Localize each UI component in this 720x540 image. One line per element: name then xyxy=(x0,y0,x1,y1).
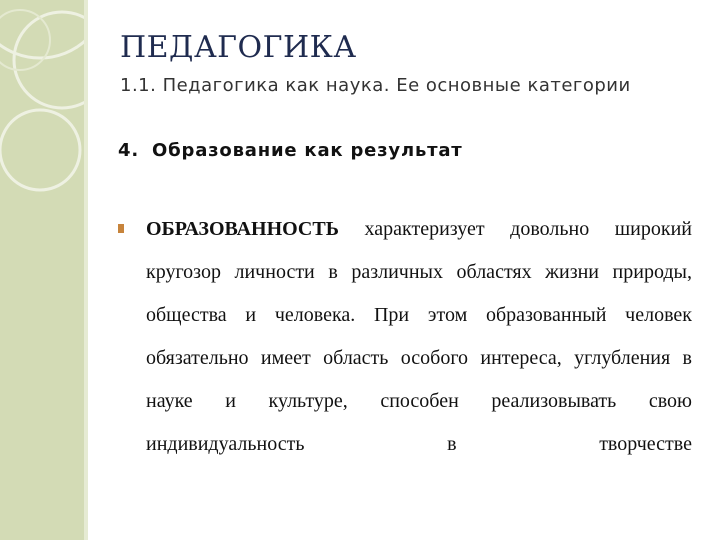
bullet-icon xyxy=(118,224,124,233)
decorative-circles xyxy=(0,0,88,540)
section-heading xyxy=(118,140,463,161)
slide-subtitle: 1.1. Педагогика как наука. Ее основные категории xyxy=(120,75,631,96)
bullet-paragraph xyxy=(146,208,692,466)
decorative-side-band xyxy=(0,0,88,540)
band-divider xyxy=(84,0,88,540)
slide-title: ПЕДАГОГИКА xyxy=(120,30,357,65)
section-title: Образование как результат xyxy=(152,140,463,161)
lead-term: ОБРАЗОВАННОСТЬ xyxy=(146,218,339,240)
paragraph-text: характеризует довольно широкий кругозор личности в различных областях жизни природы, общества и человека. При этом образованный человек обязательно имеет область особого интереса, углубления в науке и культуре, способен реализовывать свою индивидуальность в творчестве xyxy=(146,218,692,455)
section-number: 4. xyxy=(118,140,139,161)
